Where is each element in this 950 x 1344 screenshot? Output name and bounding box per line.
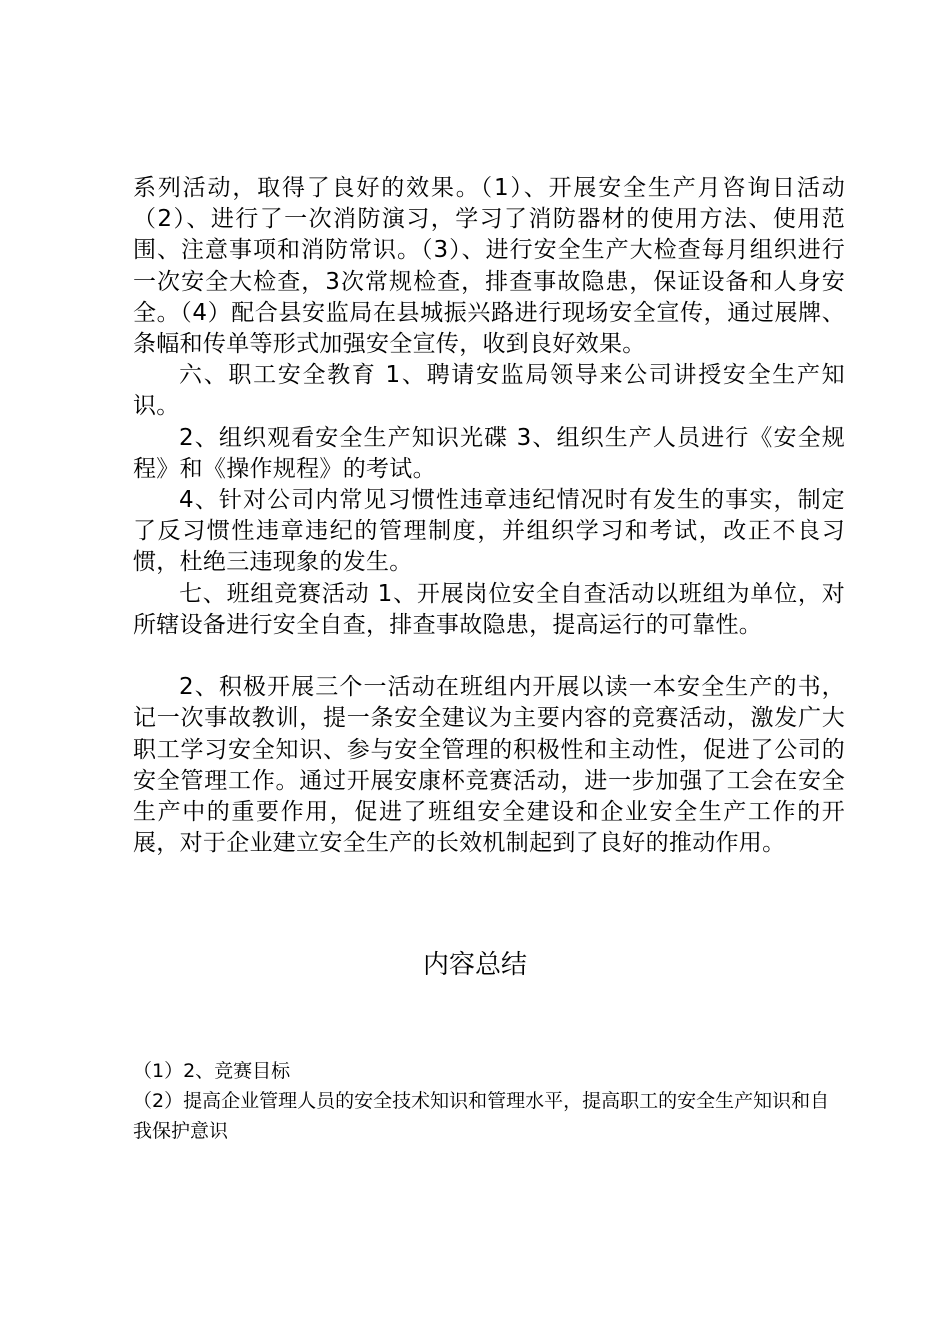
paragraph-spacer <box>133 641 845 672</box>
document-body <box>133 173 845 859</box>
summary-title: 内容总结 <box>422 950 527 980</box>
paragraph-activities: 系列活动，取得了良好的效果。（1）、开展安全生产月咨询日活动（2）、进行了一次消防演习，学习了消防器材的使用方法、使用范围、注意事项和消防常识。（3）、进行安全生产大检查每月组织进行一次安全大检查，3次常规检查，排查事故隐患，保证设备和人身安全。（4）配合县安监局在县城振兴路进行现场安全宣传，通过展牌、条幅和传单等形式加强安全宣传，收到良好效果。 <box>133 175 845 358</box>
paragraph-safety-education: 六、职工安全教育 1、聘请安监局领导来公司讲授安全生产知识。 <box>133 362 845 420</box>
summary-list <box>133 1056 845 1146</box>
summary-item: （2）提高企业管理人员的安全技术知识和管理水平，提高职工的安全生产知识和自我保护意识 <box>133 1090 830 1142</box>
paragraph-training-exams: 2、组织观看安全生产知识光碟 3、组织生产人员进行《安全规程》和《操作规程》的考试。 <box>133 424 845 482</box>
paragraph-three-ones: 2、积极开展三个一活动在班组内开展以读一本安全生产的书，记一次事故教训，提一条安全建议为主要内容的竞赛活动，激发广大职工学习安全知识、参与安全管理的积极性和主动性，促进了公司的安全管理工作。通过开展安康杯竞赛活动，进一步加强了工会在安全生产中的重要作用，促进了班组安全建设和企业安全生产工作的开展，对于企业建立安全生产的长效机制起到了良好的推动作用。 <box>133 674 845 857</box>
paragraph-team-competition: 七、班组竞赛活动 1、开展岗位安全自查活动以班组为单位，对所辖设备进行安全自查，排查事故隐患，提高运行的可靠性。 <box>133 580 845 638</box>
summary-item: （1）2、竞赛目标 <box>133 1060 291 1082</box>
paragraph-violation-rules: 4、针对公司内常见习惯性违章违纪情况时有发生的事实，制定了反习惯性违章违纪的管理制度，并组织学习和考试，改正不良习惯，杜绝三违现象的发生。 <box>133 487 845 576</box>
